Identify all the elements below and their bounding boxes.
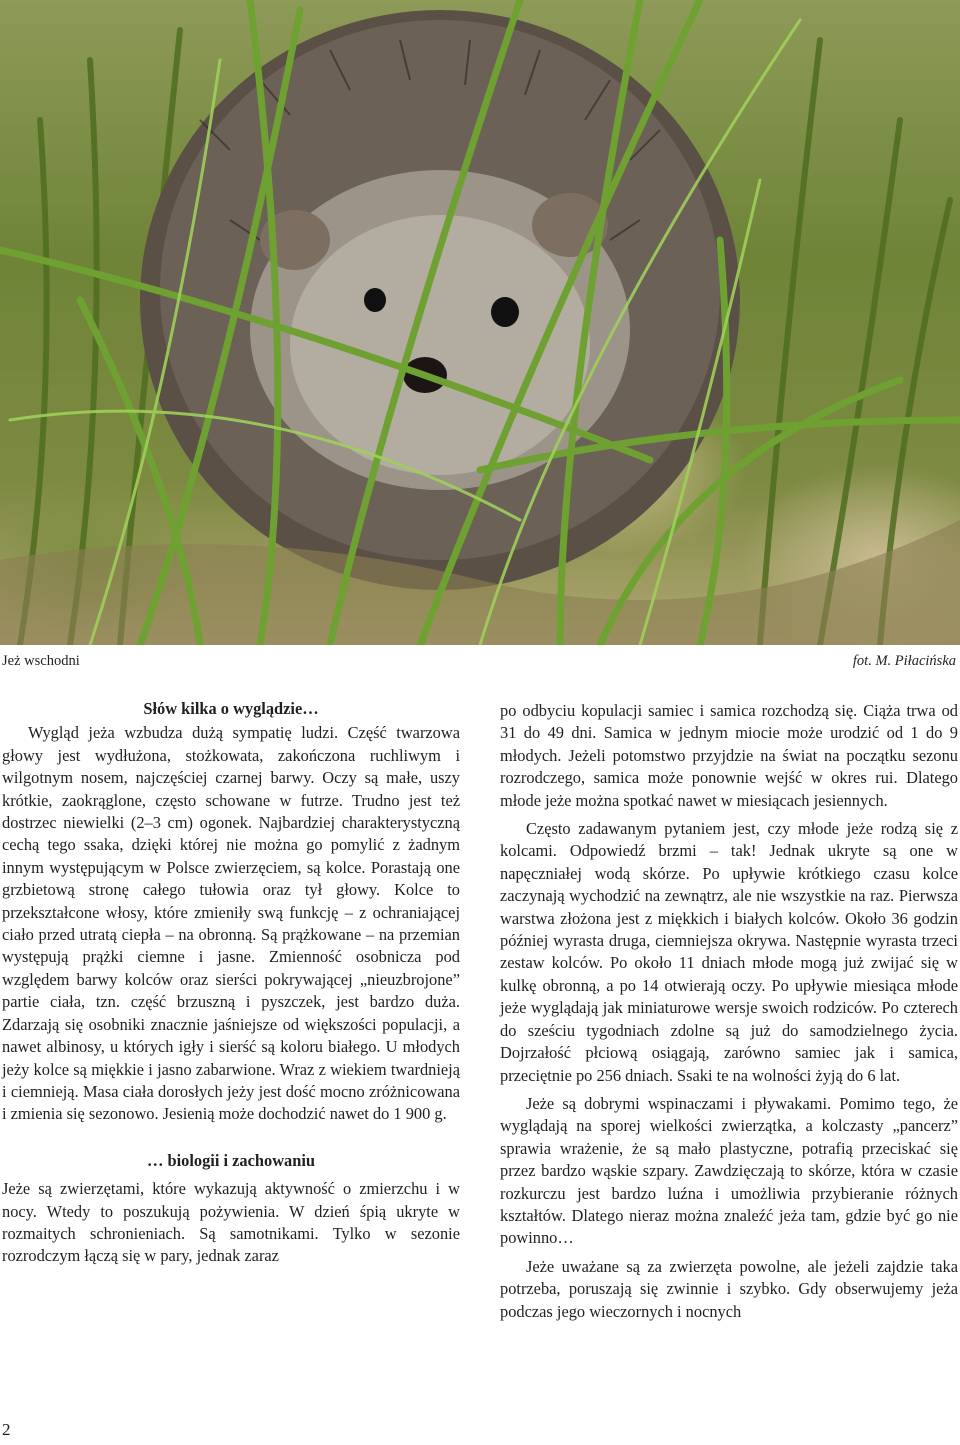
section-heading-appearance: Słów kilka o wyglądzie… (143, 699, 319, 718)
left-eye (364, 288, 386, 312)
left-column (2, 698, 460, 1268)
paragraph-movement: Jeże uważane są za zwierzęta powolne, ale jeżeli zajdzie taka potrzeba, poruszają się zwinnie i szybko. Gdy obserwujemy jeża podczas jego wieczornych i nocnych (500, 1256, 958, 1321)
hedgehog-photo (0, 0, 960, 645)
page-number: 2 (2, 1420, 11, 1439)
right-eye (491, 297, 519, 327)
photo-caption: Jeż wschodni (2, 653, 80, 669)
photo-credit: fot. M. Piłacińska (852, 653, 956, 669)
hedgehog-illustration (0, 0, 960, 645)
paragraph-appearance: Wygląd jeża wzbudza dużą sympatię ludzi. Część twarzowa głowy jest wydłużona, stożkowata, zakończona ruchliwym i wilgotnym nosem, najczęściej czarnej barwy. Oczy są małe, uszy krótkie, zaokrąglone, często schowane w futrze. Trudno jest też dostrzec niewielki (2–3 cm) ogonek. Najbardziej charakterystyczną cechą tego ssaka, dzięki której nie można go pomylić z żadnym innym występującym w Polsce zwierzęciem, są kolce. Porastają one grzbietową stronę całego tułowia oraz tył głowy. Kolce to przekształcone włosy, które zmieniły swą funkcję – z ochraniającej ciało przed utratą ciepła – na obronną. Są prążkowane – na przemian występują prążki ciemne i jasne. Zmienność osobnicza pod względem barwy kolców oraz sierści pokrywającej „nieuzbrojone” partie ciała, tzn. część brzuszną i pyszczek, jest bardzo duża. Zdarzają się osobniki znacznie jaśniejsze od większości populacji, a nawet albinosy, u których igły i sierść są koloru białego. U młodych jeży kolce są miękkie i jasno zabarwione. Wraz z wiekiem twardnieją i ciemnieją. Masa ciała dorosłych jeży jest dość mocno zróżnicowana i zmienia się sezonowo. Jesienią może dochodzić nawet do 1 900 g. (2, 723, 460, 1124)
paragraph-biology: Jeże są zwierzętami, które wykazują aktywność o zmierzchu i w nocy. Wtedy to poszukują pożywienia. W dzień śpią ukryte w rozmaitych schronieniach. Są samotnikami. Tylko w sezonie rozrodczym łączą się w pary, jednak zaraz (2, 1179, 460, 1266)
paragraph-spines: Często zadawanym pytaniem jest, czy młode jeże rodzą się z kolcami. Odpowiedź brzmi – tak! Jednak ukryte są one w napęczniałej wodą skórze. Po upływie krótkiego czasu kolce zaczynają wychodzić na zewnątrz, ale nie wszystkie na raz. Pierwsza warstwa złożona jest z miękkich i białych kolców. Około 36 godzin później wyrasta druga, ciemniejsza okrywa. Następnie wyrasta trzeci zestaw kolców. Po około 11 dniach młode mogą już zwijać się w kulkę obronną, a po 14 otwierają oczy. Po upływie miesiąca młode jeże wyglądają jak miniaturowe wersje swoich rodziców. Po czterech do sześciu tygodniach zdolne są już do samodzielnego życia. Dojrzałość płciową osiągają, zarówno samiec jak i samica, przeciętnie po 256 dniach. Ssaki te na wolności żyją do 6 lat. (500, 819, 958, 1085)
right-column (500, 700, 958, 1323)
paragraph-climbing: Jeże są dobrymi wspinaczami i pływakami. Pomimo tego, że wyglądają na sporej wielkości zwierzątka, a kolczasty „pancerz” sprawia wrażenie, że są mało plastyczne, potrafią przeciskać się przez bardzo wąskie szpary. Zawdzięczają to skórze, która w czasie rozkurczu jest bardzo luźna i umożliwia przybieranie różnych kształtów. Dlatego nieraz można znaleźć jeża tam, gdzie być go nie powinno… (500, 1093, 958, 1248)
section-heading-biology: … biologii i zachowaniu (146, 1150, 316, 1170)
paragraph-reproduction: po odbyciu kopulacji samiec i samica rozchodzą się. Ciąża trwa od 31 do 49 dni. Samica w jednym miocie może urodzić od 1 do 9 młodych. Jeżeli potomstwo przyjdzie na świat na początku sezonu rozrodczego, samica może ponownie wejść w okres rui. Dlatego młode jeże można spotkać nawet w miesiącach jesiennych. (500, 701, 958, 810)
